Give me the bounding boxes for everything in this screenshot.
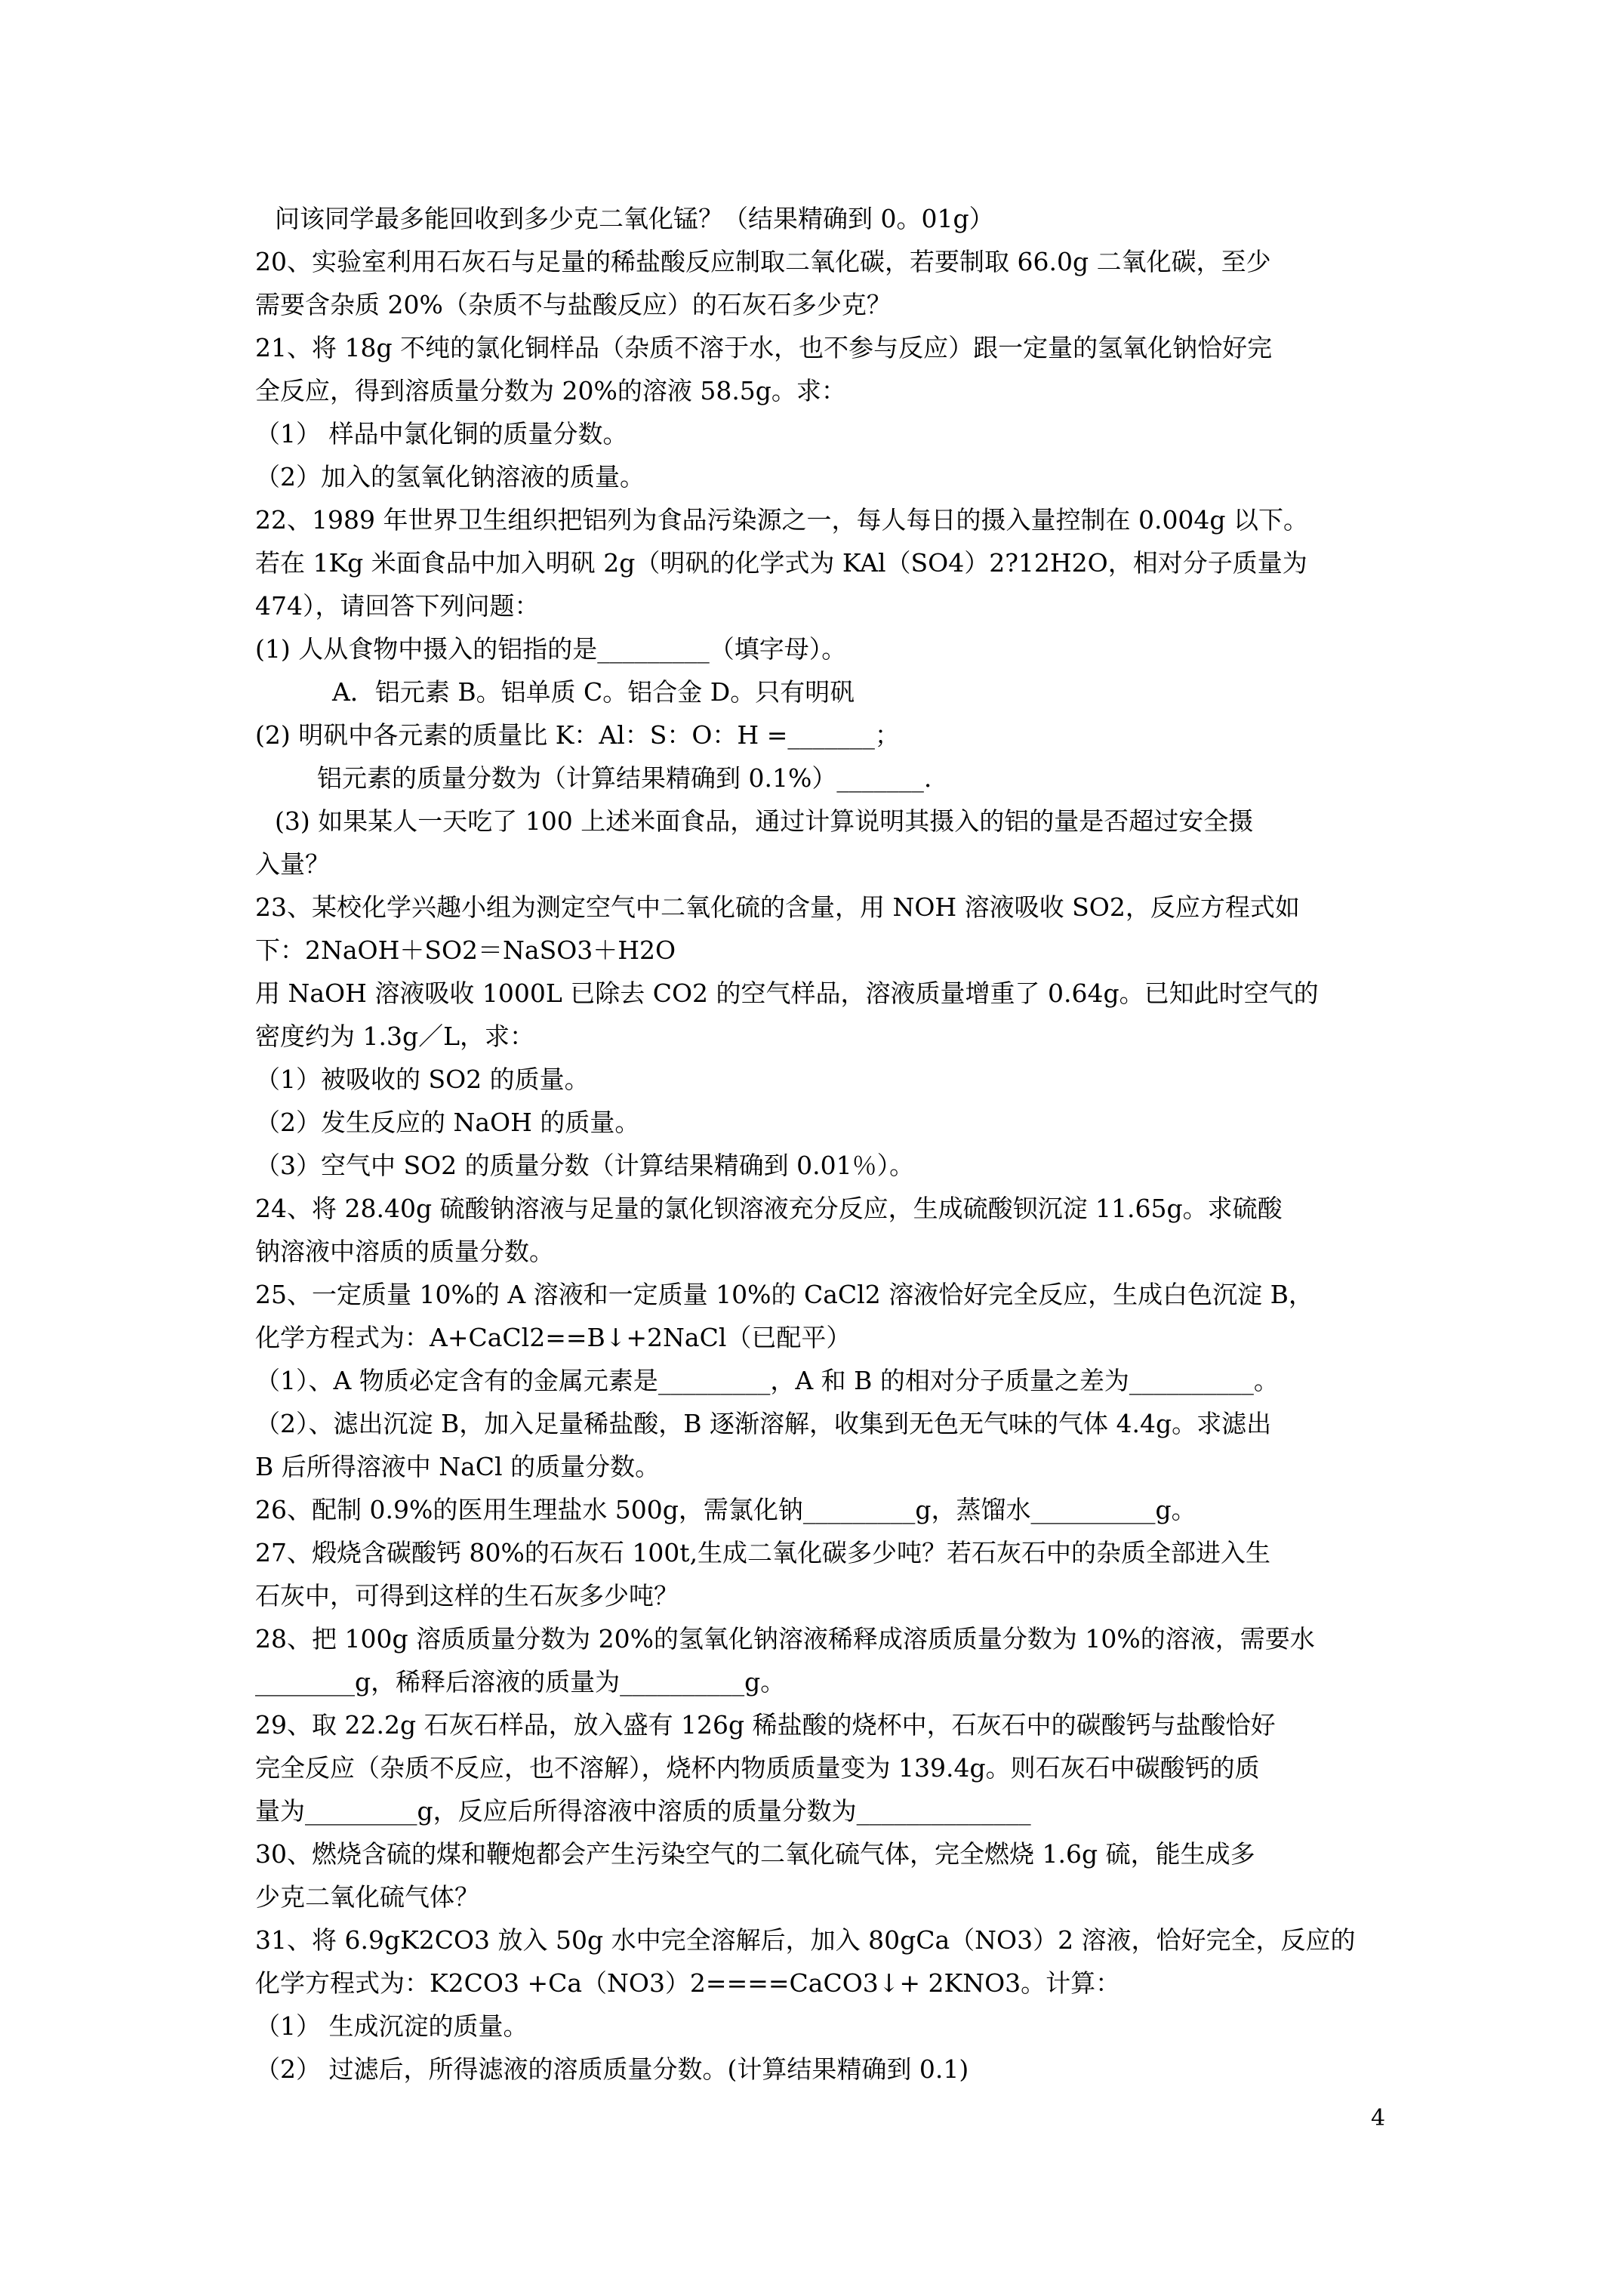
text-line: 27、煅烧含碳酸钙 80%的石灰石 100t,生成二氧化碳多少吨？若石灰石中的杂质全部进入生: [255, 1538, 1271, 1567]
text-line: （1） 样品中氯化铜的质量分数。: [255, 419, 628, 448]
text-line: 量为_________g，反应后所得溶液中溶质的质量分数为______________: [255, 1796, 1031, 1826]
text-line: （2）、滤出沉淀 B，加入足量稀盐酸，B 逐渐溶解，收集到无色无气味的气体 4.4g。求滤出: [255, 1409, 1272, 1438]
text-line: 完全反应（杂质不反应，也不溶解），烧杯内物质质量变为 139.4g。则石灰石中碳酸钙的质: [255, 1753, 1260, 1783]
text-line: 少克二氧化硫气体？: [255, 1882, 479, 1912]
text-line: （3）空气中 SO2 的质量分数（计算结果精确到 0.01％）。: [255, 1151, 915, 1180]
text-line: 密度约为 1.3g／L，求：: [255, 1022, 535, 1051]
text-line: (2) 明矾中各元素的质量比 K：Al：S：O：H =_______；: [255, 720, 900, 750]
text-line: 化学方程式为：K2CO3 +Ca（NO3）2====CaCO3↓+ 2KNO3。计算：: [255, 1968, 1121, 1998]
text-line: (1) 人从食物中摄入的铝指的是_________（填字母）。: [255, 634, 847, 664]
text-line: 25、一定质量 10%的 A 溶液和一定质量 10%的 CaCl2 溶液恰好完全反应，生成白色沉淀 B，: [255, 1280, 1313, 1309]
text-line: 22、1989 年世界卫生组织把铝列为食品污染源之一，每人每日的摄入量控制在 0.004g 以下。: [255, 505, 1309, 535]
text-line: 石灰中，可得到这样的生石灰多少吨？: [255, 1581, 679, 1610]
text-line: 全反应，得到溶质量分数为 20%的溶液 58.5g。求：: [255, 376, 846, 405]
text-line: 入量？: [255, 849, 330, 879]
text-line: 问该同学最多能回收到多少克二氧化锰？（结果精确到 0。01g）: [275, 204, 994, 233]
text-line: B 后所得溶液中 NaCl 的质量分数。: [255, 1452, 661, 1481]
text-line: 474），请回答下列问题：: [255, 591, 540, 621]
text-line: （2）发生反应的 NaOH 的质量。: [255, 1108, 640, 1137]
text-line: 下：2NaOH＋SO2＝NaSO3＋H2O: [255, 935, 676, 965]
text-line: （1）被吸收的 SO2 的质量。: [255, 1065, 590, 1094]
page-number: 4: [1371, 2105, 1386, 2131]
text-line: (3) 如果某人一天吃了 100 上述米面食品，通过计算说明其摄入的铝的量是否超过安全摄: [275, 806, 1254, 836]
text-line: 若在 1Kg 米面食品中加入明矾 2g（明矾的化学式为 KAl（SO4）2?12H2O，相对分子质量为: [255, 548, 1307, 578]
text-line: 钠溶液中溶质的质量分数。: [255, 1237, 554, 1266]
text-line: （1） 生成沉淀的质量。: [255, 2011, 528, 2041]
text-line: （2） 过滤后，所得滤液的溶质质量分数。(计算结果精确到 0.1): [255, 2054, 969, 2084]
text-line: 20、实验室利用石灰石与足量的稀盐酸反应制取二氧化碳，若要制取 66.0g 二氧化碳，至少: [255, 247, 1271, 276]
text-line: 30、燃烧含硫的煤和鞭炮都会产生污染空气的二氧化硫气体，完全燃烧 1.6g 硫，能生成多: [255, 1839, 1255, 1869]
text-line: A．铝元素 B。铝单质 C。铝合金 D。只有明矾: [332, 677, 855, 707]
text-line: 23、某校化学兴趣小组为测定空气中二氧化硫的含量，用 NOH 溶液吸收 SO2，反应方程式如: [255, 892, 1300, 922]
text-line: 用 NaOH 溶液吸收 1000L 已除去 CO2 的空气样品，溶液质量增重了 0.64g。已知此时空气的: [255, 978, 1319, 1008]
text-line: 需要含杂质 20%（杂质不与盐酸反应）的石灰石多少克？: [255, 290, 892, 319]
text-line: 铝元素的质量分数为（计算结果精确到 0.1%）_______.: [317, 763, 932, 793]
text-line: （2）加入的氢氧化钠溶液的质量。: [255, 462, 645, 492]
text-line: 化学方程式为：A+CaCl2==B↓+2NaCl（已配平）: [255, 1323, 852, 1352]
text-line: 31、将 6.9gK2CO3 放入 50g 水中完全溶解后，加入 80gCa（NO3）2 溶液，恰好完全，反应的: [255, 1925, 1356, 1955]
text-line: 24、将 28.40g 硫酸钠溶液与足量的氯化钡溶液充分反应，生成硫酸钡沉淀 11.65g。求硫酸: [255, 1194, 1283, 1223]
text-line: 26、配制 0.9%的医用生理盐水 500g，需氯化钠_________g，蒸馏水__________g。: [255, 1495, 1196, 1524]
text-line: 29、取 22.2g 石灰石样品，放入盛有 126g 稀盐酸的烧杯中，石灰石中的碳酸钙与盐酸恰好: [255, 1710, 1276, 1740]
text-line: （1）、A 物质必定含有的金属元素是_________，A 和 B 的相对分子质量之差为__________。: [255, 1366, 1279, 1395]
text-line: 21、将 18g 不纯的氯化铜样品（杂质不溶于水，也不参与反应）跟一定量的氢氧化钠恰好完: [255, 333, 1273, 362]
text-line: 28、把 100g 溶质质量分数为 20%的氢氧化钠溶液稀释成溶质质量分数为 10%的溶液，需要水: [255, 1624, 1315, 1653]
text-line: ________g，稀释后溶液的质量为__________g。: [255, 1667, 786, 1697]
